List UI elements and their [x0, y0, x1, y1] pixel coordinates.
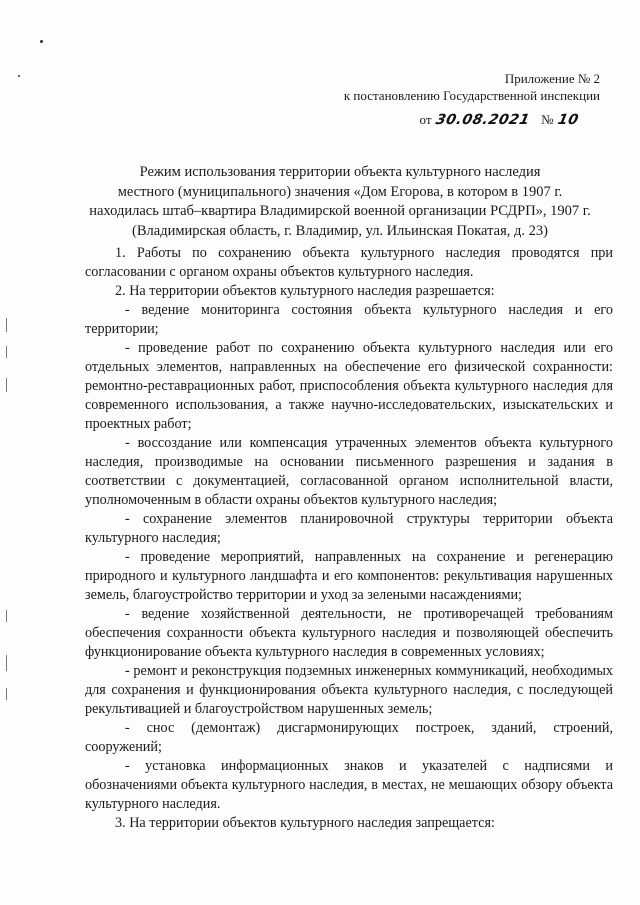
list-item: - ведение хозяйственной деятельности, не противоречащей требованиям обеспечения сохранности объекта культурного наследия и позволяющей обеспечить функционирование объекта культурного наследия в современных условиях; [85, 606, 613, 660]
list-item: - воссоздание или компенсация утраченных элементов объекта культурного наследия, производимые на основании письменного разрешения и задания в соответствии с документацией, согласованной органом исполнительной власти, уполномоченным в области охраны объектов культурного наследия; [85, 435, 613, 508]
date-number-line [420, 112, 578, 128]
scan-margin-mark [6, 346, 7, 358]
number-prefix: № [541, 112, 554, 127]
appendix-reference: к постановлению Государственной инспекции [343, 88, 600, 103]
paragraph-3: 3. На территории объектов культурного наследия запрещается: [115, 815, 495, 831]
appendix-header [344, 70, 600, 104]
scan-speck [40, 40, 43, 43]
scan-speck [18, 75, 20, 77]
scan-margin-mark [6, 318, 7, 332]
scan-margin-mark [6, 688, 7, 700]
title-line: местного (муниципального) значения «Дом Егорова, в котором в 1907 г. [117, 183, 563, 200]
paragraph-1: 1. Работы по сохранению объекта культурного наследия проводятся при согласовании с органом охраны объектов культурного наследия. [85, 245, 613, 280]
document-body [85, 244, 613, 833]
title-line: Режим использования территории объекта культурного наследия [139, 164, 541, 180]
list-item: - ведение мониторинга состояния объекта культурного наследия и его территории; [85, 302, 613, 337]
list-item: - сохранение элементов планировочной структуры территории объекта культурного наследия; [85, 511, 613, 546]
list-item: - проведение работ по сохранению объекта культурного наследия или его отдельных элементов, направленных на обеспечение его физической сохранности: ремонтно-реставрационных работ, приспособления объекта культурного наследия для современного использования, а также научно-исследовательских, изыскательских и проектных работ; [85, 340, 613, 432]
title-line: находилась штаб–квартира Владимирской военной организации РСДРП», 1907 г. [89, 203, 591, 219]
appendix-number: Приложение № 2 [504, 71, 600, 86]
scan-margin-mark [6, 378, 7, 392]
list-item: - снос (демонтаж) дисгармонирующих построек, зданий, строений, сооружений; [85, 720, 613, 755]
document-title [60, 163, 620, 241]
scan-margin-mark [6, 655, 7, 671]
scan-margin-mark [6, 610, 7, 622]
list-item: - проведение мероприятий, направленных на сохранение и регенерацию природного и культурного ландшафта и его компонентов: рекультивация нарушенных земель, благоустройство территории и уход за зелеными насаждениями; [85, 549, 613, 603]
list-item: - ремонт и реконструкция подземных инженерных коммуникаций, необходимых для сохранения и функционирования объекта культурного наследия, с последующей рекультивацией и благоустройством нарушенных земель; [85, 663, 613, 717]
title-line: (Владимирская область, г. Владимир, ул. Ильинская Покатая, д. 23) [132, 222, 548, 239]
date-prefix: от [419, 112, 432, 127]
handwritten-date: 30.08.2021 [433, 112, 531, 128]
handwritten-number: 10 [555, 112, 580, 128]
list-item: - установка информационных знаков и указателей с надписями и обозначениями объекта культурного наследия, в местах, не мешающих обзору объекта культурного наследия. [85, 758, 613, 812]
paragraph-2: 2. На территории объектов культурного наследия разрешается: [115, 283, 495, 299]
